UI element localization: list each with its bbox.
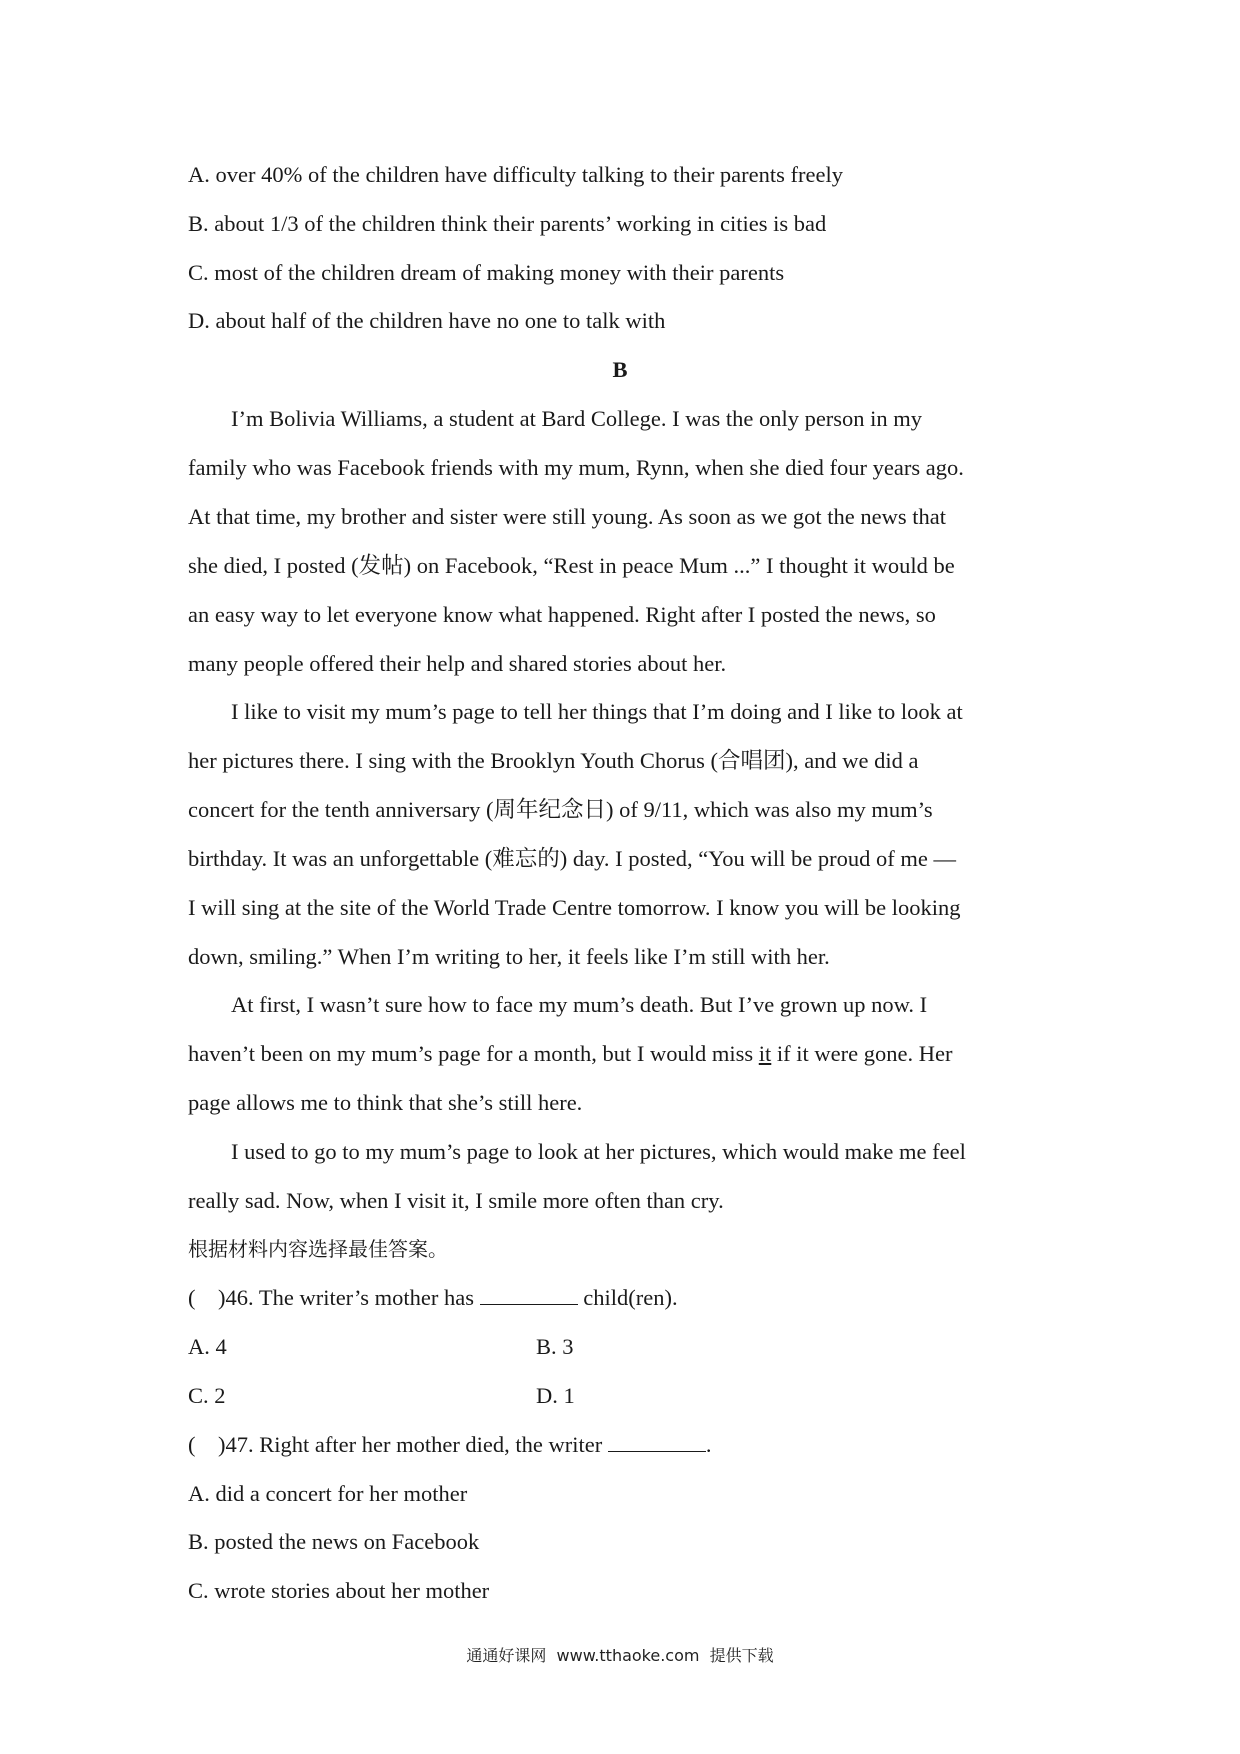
passage-line: concert for the tenth anniversary (周年纪念日) of 9/11, which was also my mum’s — [188, 797, 933, 822]
passage-line: page allows me to think that she’s still here. — [188, 1090, 583, 1115]
prev-option-a: A. over 40% of the children have difficulty talking to their parents freely — [188, 162, 843, 187]
passage-line: I used to go to my mum’s page to look at her pictures, which would make me feel — [231, 1139, 966, 1164]
passage-line: her pictures there. I sing with the Brooklyn Youth Chorus (合唱团), and we did a — [188, 748, 919, 773]
answer-paren: ( ) — [188, 1285, 226, 1310]
answer-blank — [480, 1284, 578, 1305]
question-stem: 46. The writer’s mother has — [225, 1285, 480, 1310]
question-stem: . — [705, 1432, 712, 1457]
prev-option-b: B. about 1/3 of the children think their parents’ working in cities is bad — [188, 211, 827, 236]
prev-option-c: C. most of the children dream of making money with their parents — [188, 260, 785, 285]
passage-line — [188, 1039, 952, 1069]
passage-text: if it were gone. Her — [771, 1041, 953, 1066]
passage-line: I like to visit my mum’s page to tell her things that I’m doing and I like to look at — [231, 699, 963, 724]
passage-line: she died, I posted (发帖) on Facebook, “Rest in peace Mum ...” I thought it would be — [188, 553, 955, 578]
question-stem: 47. Right after her mother died, the writer — [225, 1432, 608, 1457]
underlined-word: it — [758, 1041, 772, 1066]
question-47 — [188, 1430, 712, 1460]
instruction: 根据材料内容选择最佳答案。 — [188, 1237, 448, 1261]
q46-option-d: D. 1 — [536, 1383, 575, 1408]
question-stem: child(ren). — [577, 1285, 678, 1310]
passage-line: At that time, my brother and sister were still young. As soon as we got the news that — [188, 504, 947, 529]
passage-line: an easy way to let everyone know what happened. Right after I posted the news, so — [188, 602, 936, 627]
passage-line: really sad. Now, when I visit it, I smile more often than cry. — [188, 1188, 724, 1213]
passage-line: I will sing at the site of the World Trade Centre tomorrow. I know you will be looking — [188, 895, 961, 920]
q46-option-b: B. 3 — [536, 1334, 574, 1359]
passage-line: I’m Bolivia Williams, a student at Bard College. I was the only person in my — [231, 406, 923, 431]
q47-option-c: C. wrote stories about her mother — [188, 1578, 490, 1603]
answer-blank — [608, 1431, 706, 1452]
q47-option-b: B. posted the news on Facebook — [188, 1529, 480, 1554]
footer-credit: 通通好课网 www.tthaoke.com 提供下载 — [466, 1646, 774, 1665]
passage-line: At first, I wasn’t sure how to face my mum’s death. But I’ve grown up now. I — [231, 992, 928, 1017]
q47-option-a: A. did a concert for her mother — [188, 1481, 468, 1506]
passage-text: haven’t been on my mum’s page for a month, but I would miss — [188, 1041, 759, 1066]
section-title: B — [612, 357, 628, 382]
passage-line: family who was Facebook friends with my mum, Rynn, when she died four years ago. — [188, 455, 964, 480]
passage-line: down, smiling.” When I’m writing to her, it feels like I’m still with her. — [188, 944, 830, 969]
answer-paren: ( ) — [188, 1432, 226, 1457]
question-46 — [188, 1283, 678, 1313]
q46-option-c: C. 2 — [188, 1383, 226, 1408]
q46-option-a: A. 4 — [188, 1334, 227, 1359]
passage-line: many people offered their help and shared stories about her. — [188, 651, 727, 676]
passage-line: birthday. It was an unforgettable (难忘的) day. I posted, “You will be proud of me — — [188, 846, 956, 871]
prev-option-d: D. about half of the children have no one to talk with — [188, 308, 666, 333]
